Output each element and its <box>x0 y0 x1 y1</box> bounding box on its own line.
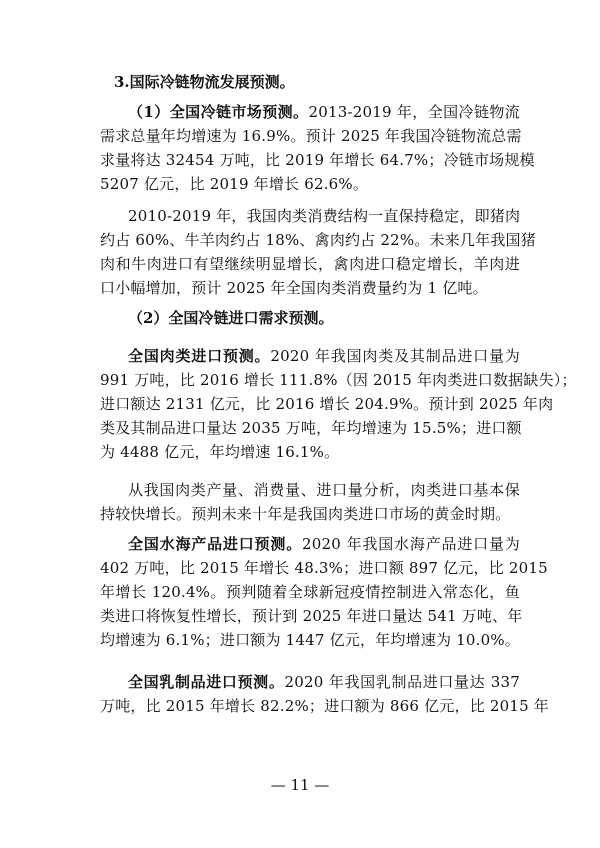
paragraph-line: 肉和牛肉进口有望继续明显增长，禽肉进口稳定增长，羊肉进 <box>100 255 520 273</box>
page-number: — 11 — <box>270 776 330 794</box>
paragraph-line: 均增速为 6.1%；进口额为 1447 亿元，年均增速为 10.0%。 <box>100 631 521 649</box>
paragraph-meat-analysis-line-1: 从我国肉类产量、消费量、进口量分析，肉类进口基本保 <box>128 481 520 499</box>
paragraph-dairy-import-line-1 <box>128 672 520 692</box>
subheading-cold-chain-market: （1）全国冷链市场预测。 <box>128 103 309 121</box>
subheading-dairy-import: 全国乳制品进口预测。 <box>128 673 285 691</box>
paragraph-line: 类及其制品进口量达 2035 万吨，年均增速为 15.5%；进口额 <box>100 419 522 437</box>
paragraph-line: 类进口将恢复性增长，预计到 2025 年进口量达 541 万吨、年 <box>100 607 523 625</box>
paragraph-line: 为 4488 亿元，年均增速 16.1%。 <box>100 443 340 461</box>
paragraph-line: 持较快增长。预判未来十年是我国肉类进口市场的黄金时期。 <box>100 505 511 523</box>
paragraph-meat-import-line-1 <box>128 346 520 366</box>
text-span: 2020 年我国水海产品进口量为 <box>302 535 520 553</box>
paragraph-cold-chain-market-line-1 <box>128 102 520 122</box>
paragraph-line: 年增长 120.4%。预判随着全球新冠疫情控制进入常态化，鱼 <box>100 583 520 601</box>
paragraph-line: 口小幅增加，预计 2025 年全国肉类消费量约为 1 亿吨。 <box>100 279 488 297</box>
paragraph-meat-consumption-line-1: 2010-2019 年，我国肉类消费结构一直保持稳定，即猪肉 <box>128 207 521 225</box>
paragraph-line: 402 万吨，比 2015 年增长 48.3%；进口额 897 亿元，比 2015 <box>100 559 548 577</box>
paragraph-line: 万吨，比 2015 年增长 82.2%；进口额为 866 亿元，比 2015 年 <box>100 697 550 715</box>
subheading-seafood-import: 全国水海产品进口预测。 <box>128 535 303 553</box>
text-span: 2020 年我国乳制品进口量达 337 <box>284 673 520 691</box>
paragraph-line: 进口额达 2131 亿元，比 2016 增长 204.9%。预计到 2025 年肉 <box>100 395 554 413</box>
text-span: 2013-2019 年，全国冷链物流 <box>308 103 520 121</box>
text-span: 2020 年我国肉类及其制品进口量为 <box>270 347 520 365</box>
paragraph-line: 991 万吨，比 2016 增长 111.8%（因 2015 年肉类进口数据缺失）； <box>100 371 577 389</box>
paragraph-line: 约占 60%、牛羊肉约占 18%、禽肉约占 22%。未来几年我国猪 <box>100 231 536 249</box>
paragraph-line: 5207 亿元，比 2019 年增长 62.6%。 <box>100 175 369 193</box>
section-heading: 3.国际冷链物流发展预测。 <box>114 73 295 91</box>
paragraph-seafood-import-line-1 <box>128 534 520 554</box>
subheading-meat-import: 全国肉类进口预测。 <box>128 347 271 365</box>
subheading-import-demand: （2）全国冷链进口需求预测。 <box>128 309 334 327</box>
paragraph-line: 求量将达 32454 万吨，比 2019 年增长 64.7%；冷链市场规模 <box>100 151 535 169</box>
paragraph-line: 需求总量年均增速为 16.9%。预计 2025 年我国冷链物流总需 <box>100 127 522 145</box>
